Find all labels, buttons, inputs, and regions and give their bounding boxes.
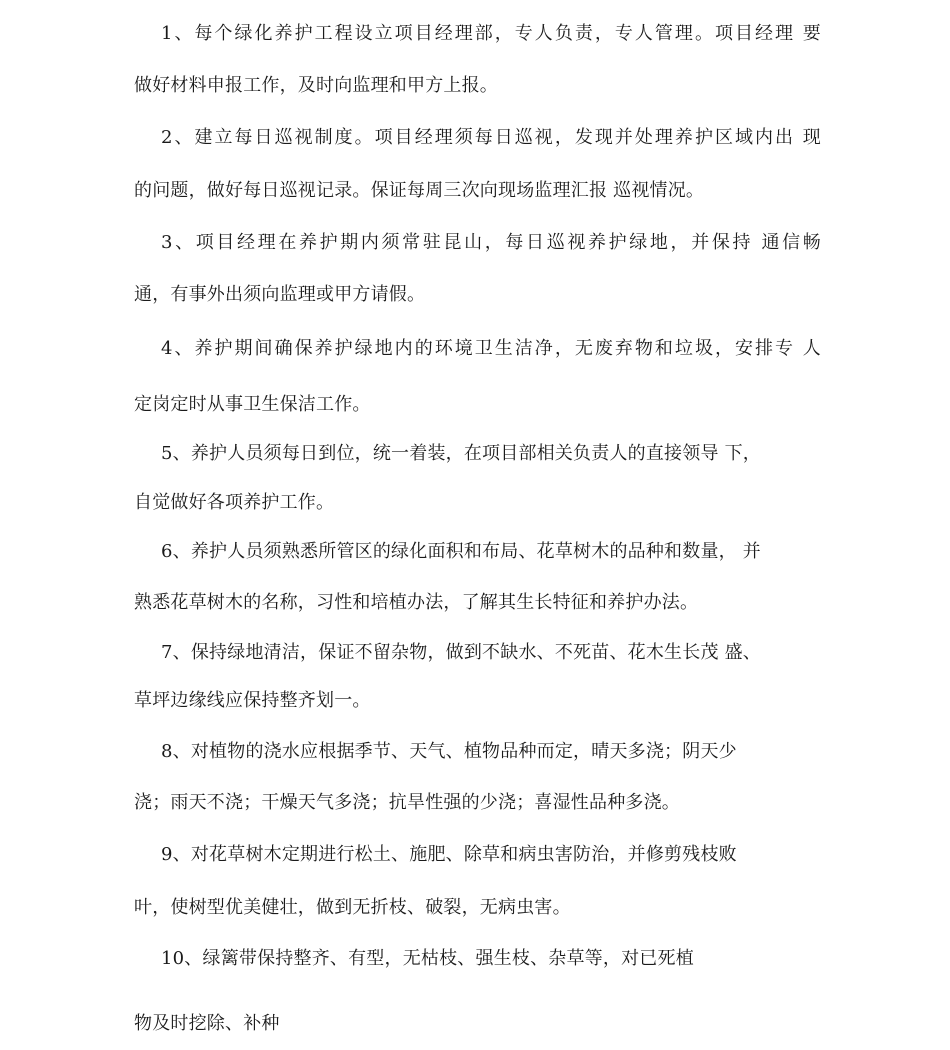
paragraph-1-line-1: 1、每个绿化养护工程设立项目经理部，专人负责，专人管理。项目经理 要	[161, 23, 821, 44]
paragraph-6-line-1: 6、养护人员须熟悉所管区的绿化面积和布局、花草树木的品种和数量， 并	[161, 541, 761, 562]
paragraph-2-line-1: 2、建立每日巡视制度。项目经理须每日巡视，发现并处理养护区域内出 现	[161, 127, 821, 148]
paragraph-5-line-2: 自觉做好各项养护工作。	[134, 492, 335, 513]
paragraph-10-line-2: 物及时挖除、补种	[134, 1013, 280, 1034]
paragraph-9-line-2: 叶，使树型优美健壮，做到无折枝、破裂，无病虫害。	[134, 897, 571, 918]
paragraph-2-line-2: 的问题，做好每日巡视记录。保证每周三次向现场监理汇报 巡视情况。	[134, 180, 705, 201]
paragraph-4-line-2: 定岗定时从事卫生保洁工作。	[134, 394, 371, 415]
paragraph-8-line-2: 浇；雨天不浇；干燥天气多浇；抗旱性强的少浇；喜湿性品种多浇。	[134, 792, 680, 813]
paragraph-7-line-1: 7、保持绿地清洁，保证不留杂物，做到不缺水、不死苗、花木生长茂 盛、	[161, 642, 761, 663]
paragraph-10-line-1: 10、绿篱带保持整齐、有型，无枯枝、强生枝、杂草等，对已死植	[161, 948, 694, 969]
paragraph-1-line-2: 做好材料申报工作，及时向监理和甲方上报。	[134, 75, 498, 96]
paragraph-5-line-1: 5、养护人员须每日到位，统一着装，在项目部相关负责人的直接领导 下，	[161, 443, 761, 464]
paragraph-3-line-2: 通，有事外出须向监理或甲方请假。	[134, 284, 426, 305]
paragraph-9-line-1: 9、对花草树木定期进行松土、施肥、除草和病虫害防治，并修剪残枝败	[161, 844, 737, 865]
paragraph-3-line-1: 3、项目经理在养护期内须常驻昆山，每日巡视养护绿地，并保持 通信畅	[161, 232, 821, 253]
paragraph-8-line-1: 8、对植物的浇水应根据季节、天气、植物品种而定，晴天多浇；阴天少	[161, 741, 737, 762]
paragraph-6-line-2: 熟悉花草树木的名称，习性和培植办法，了解其生长特征和养护办法。	[134, 592, 699, 613]
paragraph-4-line-1: 4、养护期间确保养护绿地内的环境卫生洁净，无废弃物和垃圾，安排专 人	[161, 338, 821, 359]
paragraph-7-line-2: 草坪边缘线应保持整齐划一。	[134, 690, 371, 711]
